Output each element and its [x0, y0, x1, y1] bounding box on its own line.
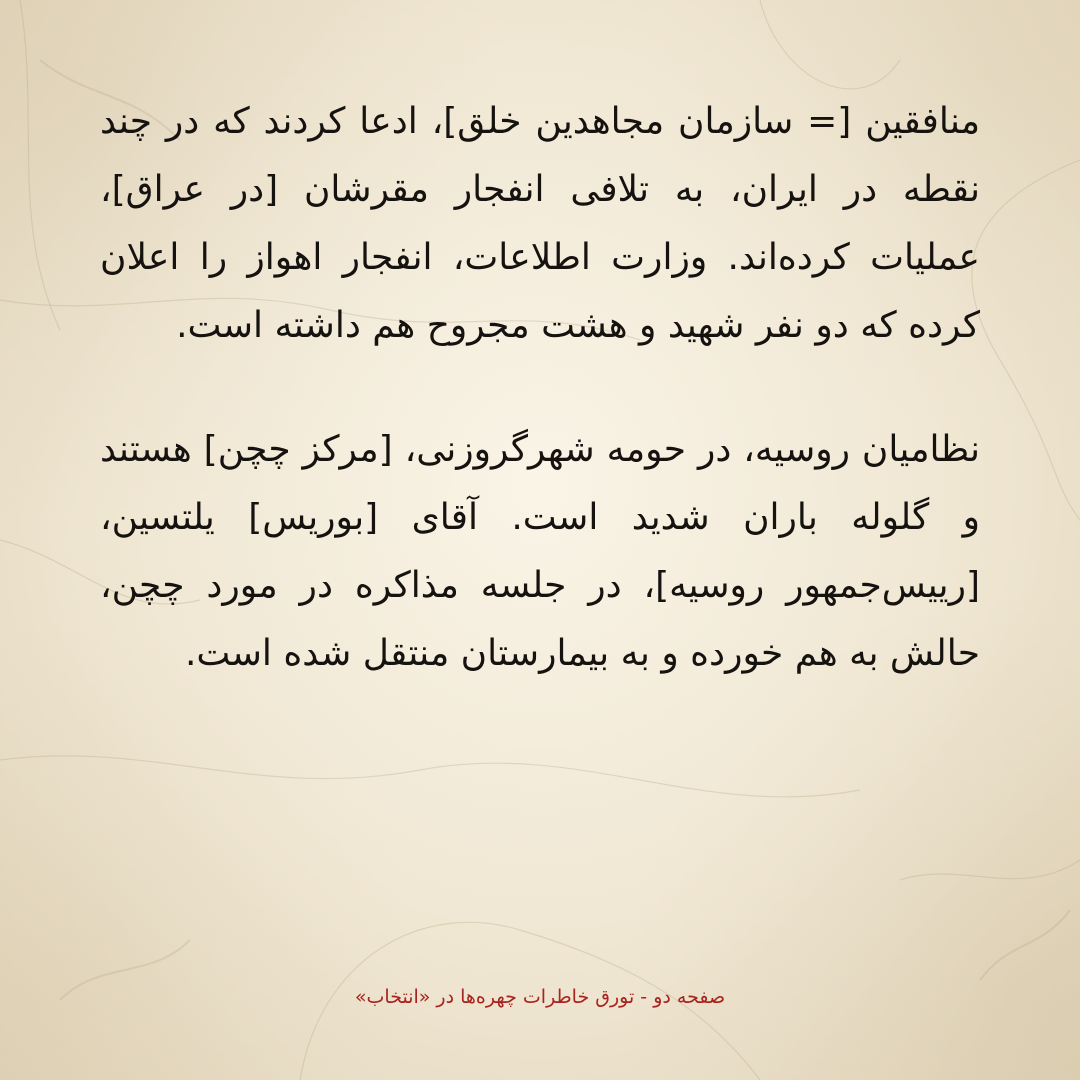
text-body	[100, 88, 980, 688]
paragraph-2: نظامیان روسیه، در حومه شهرگروزنی، [مرکز چچن] هستند و گلوله باران شدید است. آقای [بوریس] یلتسین، [رییس‌جمهور روسیه]، در جلسه مذاکره در مورد چچن، حالش به هم خورده و به بیمارستان منتقل شده است.	[100, 429, 980, 674]
page-footer: صفحه دو - تورق خاطرات چهره‌ها در «انتخاب»	[354, 986, 726, 1008]
paragraph-1: منافقین [= سازمان مجاهدین خلق]، ادعا کردند که در چند نقطه در ایران، به تلافی انفجار مقرشان [در عراق]، عملیات کرده‌اند. وزارت اطلاعات، انفجار اهواز را اعلان کرده که دو نفر شهید و هشت مجروح هم داشته است.	[100, 101, 980, 346]
